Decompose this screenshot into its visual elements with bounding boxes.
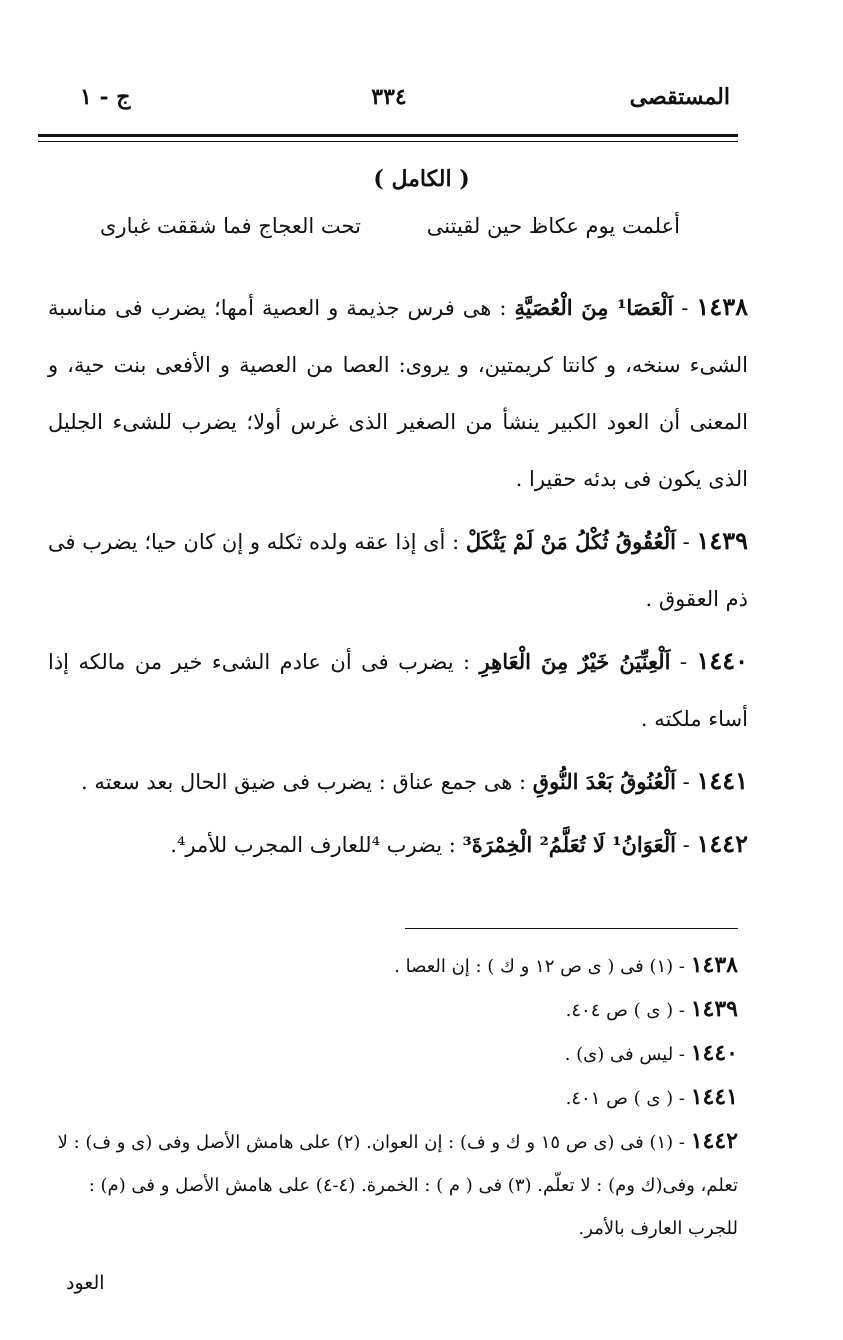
- footnote-rule: [405, 928, 738, 929]
- entry-text: : هى فرس جذيمة و العصية أمها؛ يضرب فى مناسبة الشىء سنخه، و كانتا كريمتين، و يروى: العصا من العصية و الأفعى بنت حية، و المعنى أن العود الكبير ينشأ من الصغير الذى غرس أولا؛ يضرب للشىء الجليل الذى يكون فى بدئه حقيرا .: [48, 296, 748, 491]
- proverb-entry: ١٤٤٢ - اَلْعَوَانُ¹ لَا تُعَلَّمُ² الْخِمْرَةَ³ : يضرب ⁴للعارف المجرب للأمر⁴.: [170, 829, 748, 858]
- footnote-number: ١٤٤١: [690, 1084, 738, 1110]
- meter-label: ( الكامل ): [373, 166, 470, 192]
- entry-headword: اَلْعُنُوقُ بَعْدَ النُّوقِ: [532, 769, 676, 794]
- footnote: [48, 988, 738, 1032]
- proverb-entry: ١٤٣٩ - اَلْعُقُوقُ ثُكْلُ مَنْ لَمْ يَثْكَلْ : أى إذا عقه ولده ثكله و إن كان حيا؛ يضرب فى ذم العقوق .: [48, 526, 748, 611]
- entry-number: ١٤٤٠: [696, 646, 748, 675]
- entry-text: : يضرب ⁴للعارف المجرب للأمر⁴.: [170, 833, 456, 857]
- header-rule-thick: [38, 134, 738, 137]
- running-header: [40, 84, 738, 120]
- book-title: المستقصى: [629, 84, 730, 110]
- proverb-entry: ١٤٤٠ - اَلْعِنِّيَنُ خَيْرٌ مِنَ الْعَاهِرِ : يضرب فى أن عادم الشىء خير من مالكه إذا أساء ملكته .: [48, 646, 748, 731]
- footnote-text: - ليس فى (ى) .: [564, 1044, 685, 1065]
- entry-text: : أى إذا عقه ولده ثكله و إن كان حيا؛ يضرب فى ذم العقوق .: [48, 530, 748, 611]
- footnote-text: - ( ى ) ص ٤٠١.: [565, 1088, 685, 1109]
- entry-headword: اَلْعِنِّيَنُ خَيْرٌ مِنَ الْعَاهِرِ: [479, 649, 671, 674]
- entry-number: ١٤٣٨: [696, 292, 748, 321]
- entry-number: ١٤٤١: [696, 766, 748, 795]
- entry-number: ١٤٤٢: [696, 829, 748, 858]
- entry-headword: اَلْعُقُوقُ ثُكْلُ مَنْ لَمْ يَثْكَلْ: [465, 529, 676, 554]
- footnote-number: ١٤٣٨: [690, 952, 738, 978]
- footnote-text: - (١) فى ( ى ص ١٢ و ك ) : إن العصا .: [394, 956, 685, 977]
- proverb-entry: ١٤٤١ - اَلْعُنُوقُ بَعْدَ النُّوقِ : هى جمع عناق : يضرب فى ضيق الحال بعد سعته .: [81, 766, 748, 795]
- footnote: [48, 1032, 738, 1076]
- entry-text: : هى جمع عناق : يضرب فى ضيق الحال بعد سعته .: [81, 770, 527, 794]
- catchword: العود: [66, 1272, 105, 1294]
- footnote-text: - (١) فى (ى ص ١٥ و ك و ف) : إن العوان. (٢) على هامش الأصل وفى (ى و ف) : لا تعلم، وفى(ك وم) : لا تعلّم. (٣) فى ( م ) : الخمرة. (٤-٤) على هامش الأصل و فى (م) : للجرب العارف بالأمر.: [57, 1132, 738, 1239]
- proverb-entry: ١٤٣٨ - اَلْعَصَا¹ مِنَ الْعُصَيَّةِ : هى فرس جذيمة و العصية أمها؛ يضرب فى مناسبة الشىء سنخه، و كانتا كريمتين، و يروى: العصا من العصية و الأفعى بنت حية، و المعنى أن العود الكبير ينشأ من الصغير الذى غرس أولا؛ يضرب للشىء الجليل الذى يكون فى بدئه حقيرا .: [48, 292, 748, 491]
- volume-label: ج - ١: [80, 84, 131, 110]
- entry-text: : يضرب فى أن عادم الشىء خير من مالكه إذا أساء ملكته .: [48, 650, 748, 731]
- footnote: [48, 1120, 738, 1250]
- footnote-number: ١٤٤٠: [690, 1040, 738, 1066]
- footnote-number: ١٤٣٩: [690, 996, 738, 1022]
- entry-headword: اَلْعَوَانُ¹ لَا تُعَلَّمُ² الْخِمْرَةَ³: [462, 832, 676, 857]
- header-rule-thin: [38, 141, 738, 142]
- entry-number: ١٤٣٩: [696, 526, 748, 555]
- entry-headword: اَلْعَصَا¹ مِنَ الْعُصَيَّةِ: [514, 295, 674, 320]
- verse-line: [100, 214, 680, 254]
- footnote-text: - ( ى ) ص ٤٠٤.: [565, 1000, 685, 1021]
- verse-hemistich-1: أعلمت يوم عكاظ حين لقيتنى: [426, 214, 680, 238]
- footnote: [48, 1076, 738, 1120]
- footnotes: [48, 944, 738, 1250]
- page-number: ٣٣٤: [371, 84, 407, 110]
- verse-hemistich-2: تحت العجاج فما شققت غبارى: [100, 214, 361, 238]
- footnote: [48, 944, 738, 988]
- footnote-number: ١٤٤٢: [690, 1128, 738, 1154]
- proverb-entries: [48, 278, 748, 874]
